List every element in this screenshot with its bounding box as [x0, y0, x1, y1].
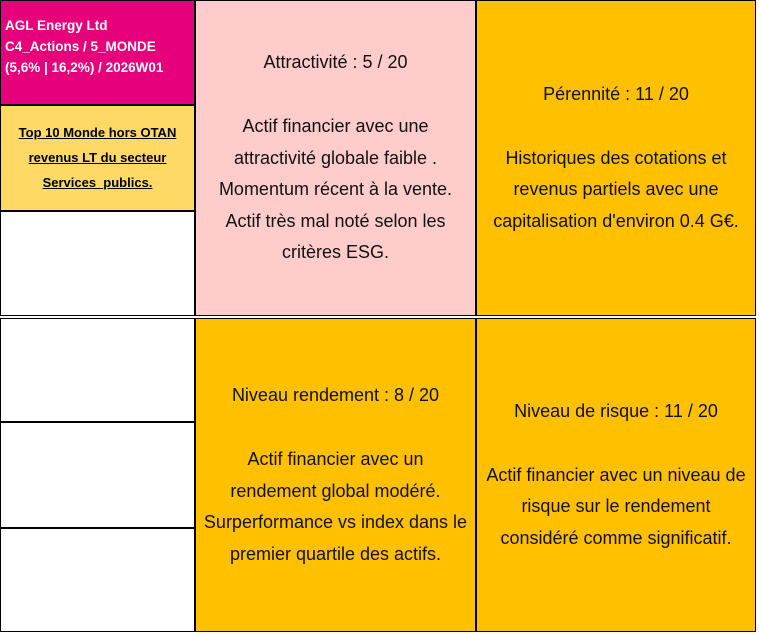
empty-cell [0, 528, 195, 632]
perennite-text [493, 143, 739, 238]
asset-title-block [0, 0, 195, 105]
empty-cell [0, 422, 195, 528]
attractivite-panel [195, 0, 476, 316]
empty-cell [0, 211, 195, 316]
risque-heading: Niveau de risque : 11 / 20 [514, 400, 718, 421]
risque-text [486, 460, 745, 555]
text-line: attractivité globale faible . [233, 147, 438, 168]
text-line: premier quartile des actifs. [229, 543, 442, 564]
category-line-1: Top 10 Monde hors OTAN [18, 125, 177, 140]
rendement-heading: Niveau rendement : 8 / 20 [231, 385, 440, 405]
asset-class: C4_Actions / 5_MONDE [5, 39, 156, 54]
text-line: considéré comme significatif. [500, 527, 732, 548]
text-line: Actif financier avec un [247, 449, 424, 469]
rendement-text [204, 444, 467, 570]
category-line-3: Services_publics. [42, 175, 153, 190]
text-line: critères ESG. [281, 242, 390, 263]
text-line: Momentum récent à la vente. [218, 179, 453, 200]
text-line: rendement global modéré. [230, 480, 441, 501]
rendement-panel [195, 318, 476, 632]
perennite-panel [476, 0, 756, 316]
text-line: Historiques des cotations et [505, 147, 727, 168]
perennite-heading: Pérennité : 11 / 20 [543, 83, 689, 104]
asset-stats: (5,6% | 16,2%) / 2026W01 [5, 60, 164, 75]
text-line: revenus partiels avec une [513, 179, 719, 200]
text-line: Actif très mal noté selon les [225, 210, 446, 231]
text-line: risque sur le rendement [521, 496, 711, 517]
text-line: Actif financier avec un niveau de [486, 464, 746, 485]
category-line-2: revenus LT du secteur [28, 150, 167, 165]
text-line: capitalisation d'environ 0.4 G€. [493, 210, 739, 231]
empty-cell [0, 318, 195, 422]
attractivite-heading: Attractivité : 5 / 20 [263, 52, 408, 73]
risque-panel [476, 318, 756, 632]
text-line: Surperformance vs index dans le [203, 512, 468, 532]
category-block [0, 105, 195, 211]
asset-name: AGL Energy Ltd [5, 18, 108, 33]
attractivite-text [219, 111, 452, 269]
text-line: Actif financier avec une [242, 116, 429, 137]
